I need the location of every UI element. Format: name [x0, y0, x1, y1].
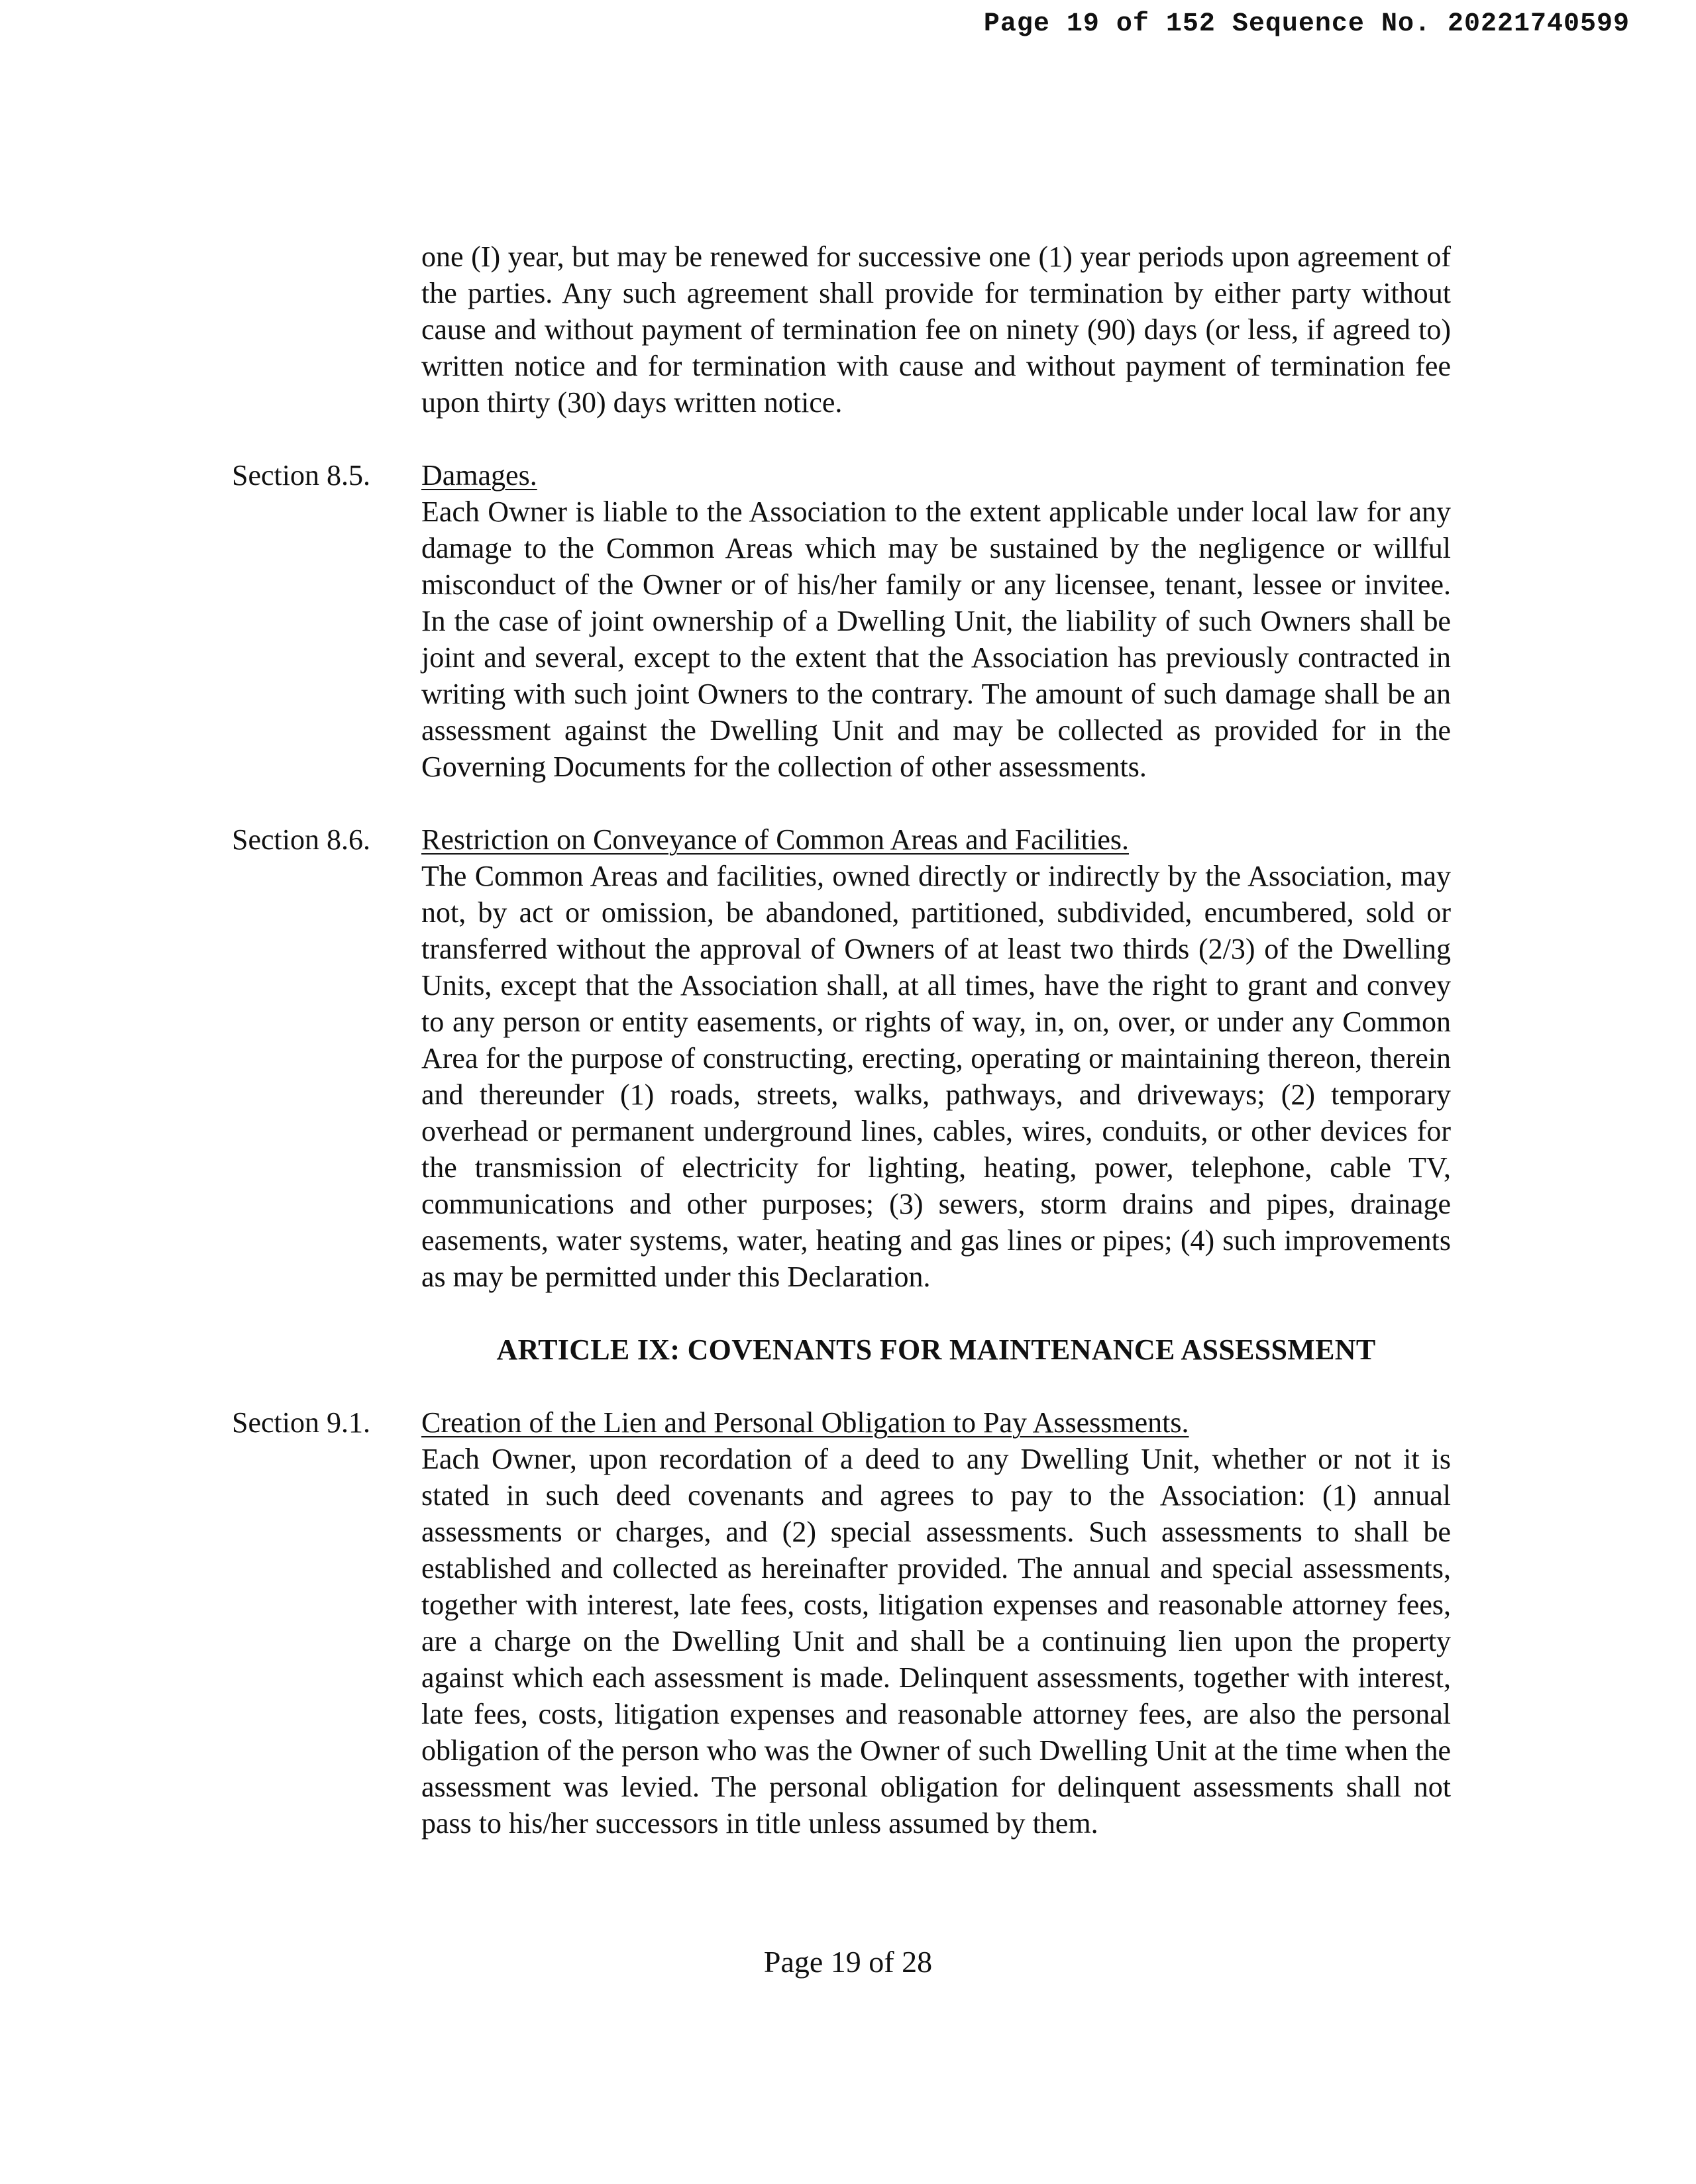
- section-title: Creation of the Lien and Personal Obligation to Pay Assessments.: [421, 1406, 1189, 1439]
- document-body: [232, 238, 1451, 1842]
- recording-stamp: Page 19 of 152 Sequence No. 20221740599: [983, 9, 1630, 39]
- section-title: Restriction on Conveyance of Common Areas and Facilities.: [421, 823, 1130, 856]
- spacer: [232, 785, 1451, 821]
- section-number: Section 8.6.: [232, 823, 370, 856]
- continuation-paragraph: one (I) year, but may be renewed for successive one (1) year periods upon agreement of the parties. Any such agreement shall provide for termination by either party without cause and without payment of termination fee on ninety (90) days (or less, if agreed to) written notice and for termination with cause and without payment of termination fee upon thirty (30) days written notice.: [421, 240, 1451, 419]
- spacer: [232, 1368, 1451, 1404]
- section-body: Each Owner, upon recordation of a deed to any Dwelling Unit, whether or not it is stated in such deed covenants and agrees to pay to the Association: (1) annual assessments or charges, and (2) special assessments. Such assessments to shall be established and collected as hereinafter provided. The annual and special assessments, together with interest, late fees, costs, litigation expenses and reasonable attorney fees, are a charge on the Dwelling Unit and shall be a continuing lien upon the property against which each assessment is made. Delinquent assessments, together with interest, late fees, costs, litigation expenses and reasonable attorney fees, are also the personal obligation of the person who was the Owner of such Dwelling Unit at the time when the assessment was levied. The personal obligation for delinquent assessments shall not pass to his/her successors in title unless assumed by them.: [421, 1443, 1451, 1840]
- section-number: Section 9.1.: [232, 1406, 370, 1439]
- section-8-5: [232, 457, 1451, 785]
- section-8-6: [232, 821, 1451, 1295]
- spacer: [232, 421, 1451, 457]
- page-footer: Page 19 of 28: [763, 1945, 933, 1979]
- section-body: The Common Areas and facilities, owned directly or indirectly by the Association, may not, by act or omission, be abandoned, partitioned, subdivided, encumbered, sold or transferred without the approval of Owners of at least two thirds (2/3) of the Dwelling Units, except that the Association shall, at all times, have the right to grant and convey to any person or entity easements, or rights of way, in, on, over, or under any Common Area for the purpose of constructing, erecting, operating or maintaining thereon, therein and thereunder (1) roads, streets, walks, pathways, and driveways; (2) temporary overhead or permanent underground lines, cables, wires, conduits, or other devices for the transmission of electricity for lighting, heating, power, telephone, cable TV, communications and other purposes; (3) sewers, storm drains and pipes, drainage easements, water systems, water, heating and gas lines or pipes; (4) such improvements as may be permitted under this Declaration.: [421, 860, 1451, 1293]
- section-body: Each Owner is liable to the Association to the extent applicable under local law for any damage to the Common Areas which may be sustained by the negligence or willful misconduct of the Owner or of his/her family or any licensee, tenant, lessee or invitee. In the case of joint ownership of a Dwelling Unit, the liability of such Owners shall be joint and several, except to the extent that the Association has previously contracted in writing with such joint Owners to the contrary. The amount of such damage shall be an assessment against the Dwelling Unit and may be collected as provided for in the Governing Documents for the collection of other assessments.: [421, 495, 1451, 783]
- article-heading: ARTICLE IX: COVENANTS FOR MAINTENANCE ASSESSMENT: [496, 1333, 1376, 1366]
- section-title: Damages.: [421, 459, 537, 492]
- spacer: [232, 1295, 1451, 1331]
- section-number: Section 8.5.: [232, 459, 370, 492]
- section-9-1: [232, 1404, 1451, 1842]
